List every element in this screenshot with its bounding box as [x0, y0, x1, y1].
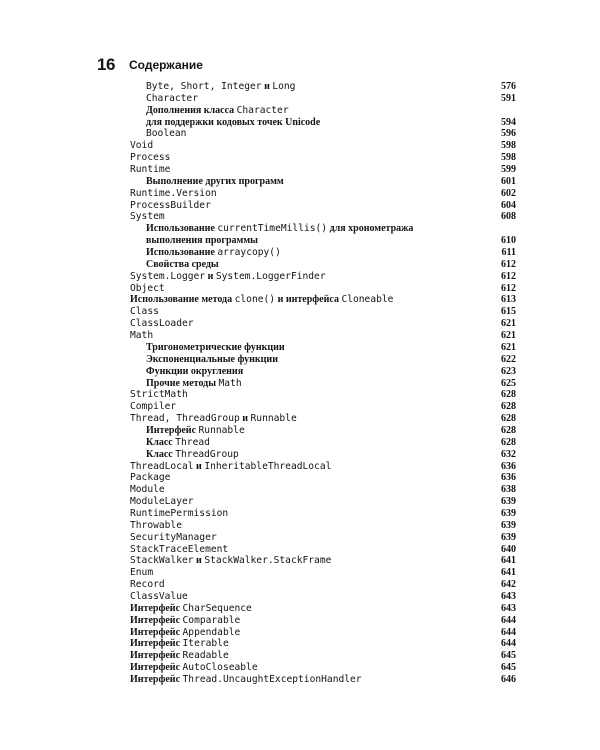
- toc-entry: [130, 579, 516, 591]
- toc-page-number: 641: [501, 567, 516, 579]
- code-text: Runtime: [130, 164, 171, 176]
- toc-entry-title: [130, 650, 229, 662]
- toc-entry: [146, 378, 516, 390]
- toc-page-number: 601: [501, 175, 516, 187]
- toc-entry-title: [146, 378, 242, 390]
- toc-page-number: 636: [501, 472, 516, 484]
- toc-page-number: 636: [501, 460, 516, 472]
- code-text: Runtime.Version: [130, 187, 217, 199]
- toc-page-number: 643: [501, 590, 516, 602]
- toc-entry: [130, 520, 516, 532]
- code-text: clone(): [234, 294, 276, 306]
- toc-page-number: 628: [501, 436, 516, 448]
- toc-page-number: 594: [501, 116, 516, 128]
- code-text: System: [130, 211, 165, 223]
- toc-entry-title: [130, 567, 153, 579]
- toc-page-number: 596: [501, 128, 516, 140]
- toc-entry: [146, 342, 516, 354]
- toc-entry: [146, 176, 516, 188]
- toc-entry-title: [146, 437, 210, 449]
- code-text: RuntimePermission: [130, 507, 229, 519]
- code-text: Package: [130, 472, 171, 484]
- code-text: StackTraceElement: [130, 543, 229, 555]
- toc-page-number: 611: [501, 247, 516, 259]
- toc-page-number: 639: [501, 519, 516, 531]
- code-text: Iterable: [182, 638, 229, 650]
- code-text: AutoCloseable: [182, 662, 258, 674]
- toc-page-number: 612: [501, 270, 516, 282]
- toc-entry-title: [130, 211, 165, 223]
- toc-page-number: 628: [501, 424, 516, 436]
- toc-page-number: 628: [501, 413, 516, 425]
- toc-entry: [130, 389, 516, 401]
- title-text: Использование метода: [130, 294, 235, 306]
- toc-entry-title: [146, 81, 295, 93]
- toc-entry-title: [130, 140, 153, 152]
- title-text: Класс: [146, 448, 176, 460]
- toc-entry: [146, 259, 516, 271]
- toc-entry: [130, 567, 516, 579]
- toc-entry: [130, 211, 516, 223]
- toc-page-number: 621: [501, 318, 516, 330]
- code-text: System.LoggerFinder: [215, 270, 326, 282]
- code-text: Compiler: [130, 401, 177, 413]
- toc-entry: [130, 413, 516, 425]
- toc-page-number: 645: [501, 650, 516, 662]
- code-text: ThreadLocal: [130, 460, 194, 472]
- code-text: ClassValue: [130, 590, 188, 602]
- toc-entry: [146, 366, 516, 378]
- toc-page-number: 604: [501, 199, 516, 211]
- toc-entry: [146, 247, 516, 259]
- title-text: Свойства среды: [146, 258, 219, 270]
- toc-entry: [146, 81, 516, 93]
- code-text: Readable: [182, 650, 229, 662]
- title-text: Тригонометрические функции: [146, 341, 285, 353]
- toc-page-number: 644: [501, 626, 516, 638]
- toc-entry: [130, 591, 516, 603]
- toc-page-number: 641: [501, 555, 516, 567]
- code-text: StackWalker: [130, 555, 194, 567]
- toc-page-number: 621: [501, 330, 516, 342]
- toc-entry-title: [130, 294, 393, 306]
- toc-entry: [130, 496, 516, 508]
- toc-page-number: 639: [501, 496, 516, 508]
- toc-entry-title: [130, 461, 331, 473]
- title-text: Использование: [146, 247, 218, 259]
- code-text: Cloneable: [341, 294, 394, 306]
- toc-page-number: 644: [501, 614, 516, 626]
- code-text: Thread: [175, 436, 210, 448]
- toc-entry: [146, 425, 516, 437]
- code-text: StrictMath: [130, 389, 188, 401]
- toc-page-number: 608: [501, 211, 516, 223]
- toc-page-number: 613: [501, 294, 516, 306]
- toc-entry: [130, 283, 516, 295]
- toc-entry-title: [130, 330, 153, 342]
- toc-entry-title: [146, 117, 320, 129]
- toc-entry-title: [146, 342, 285, 354]
- toc-entry: [130, 330, 516, 342]
- toc-page-number: 591: [501, 92, 516, 104]
- toc-entry: [130, 152, 516, 164]
- code-text: System.Logger: [130, 270, 206, 282]
- title-text: и: [193, 555, 205, 567]
- toc-entry: [130, 461, 516, 473]
- toc-entry: [146, 105, 516, 117]
- toc-entry: [130, 544, 516, 556]
- toc-entry: [146, 437, 516, 449]
- toc-entry: [130, 294, 516, 306]
- code-text: Thread: [130, 413, 165, 425]
- toc-page-number: 632: [501, 448, 516, 460]
- toc-page-number: 612: [501, 258, 516, 270]
- toc-entry-title: [146, 105, 289, 117]
- toc-page-number: 610: [501, 235, 516, 247]
- toc-page-number: 599: [501, 164, 516, 176]
- toc-entry-title: [130, 283, 165, 295]
- title-text: Функции округления: [146, 365, 244, 377]
- toc-entry-title: [130, 188, 217, 200]
- title-text: Экспоненциальные функции: [146, 353, 278, 365]
- toc-entry: [130, 164, 516, 176]
- title-text: Интерфейс: [130, 650, 183, 662]
- toc-entry-title: [130, 615, 240, 627]
- code-text: Character: [236, 104, 289, 116]
- toc-entry-title: [146, 93, 198, 105]
- title-text: Интерфейс: [130, 626, 183, 638]
- toc-entry: [146, 117, 516, 129]
- code-text: InheritableThreadLocal: [204, 460, 332, 472]
- code-text: ThreadGroup: [175, 448, 239, 460]
- code-text: Character: [146, 92, 198, 104]
- toc-entry-title: [130, 164, 170, 176]
- toc-entry-title: [146, 247, 281, 259]
- title-text: и: [239, 413, 251, 425]
- toc-entry: [130, 603, 516, 615]
- code-text: ClassLoader: [130, 318, 194, 330]
- code-text: Math: [130, 330, 154, 342]
- toc-entry: [130, 200, 516, 212]
- toc-page-number: 598: [501, 152, 516, 164]
- toc-entry: [130, 318, 516, 330]
- toc-page-number: 602: [501, 187, 516, 199]
- code-text: Appendable: [182, 626, 241, 638]
- toc-page-number: 638: [501, 484, 516, 496]
- toc-entry-title: [130, 413, 297, 425]
- toc-entry: [130, 401, 516, 413]
- code-text: arraycopy(): [217, 247, 281, 259]
- toc-entry: [130, 484, 516, 496]
- toc-entry-title: [130, 152, 170, 164]
- toc-entry: [146, 128, 516, 140]
- code-text: ,: [169, 81, 181, 92]
- toc-entry-title: [130, 306, 159, 318]
- title-text: Дополнения класса: [146, 104, 237, 116]
- toc-page-number: 639: [501, 507, 516, 519]
- page-number: 16: [97, 55, 115, 74]
- toc-entry-title: [130, 200, 211, 212]
- code-text: SecurityManager: [130, 531, 217, 543]
- code-text: Byte: [146, 81, 170, 92]
- toc-entry: [130, 188, 516, 200]
- code-text: Module: [130, 484, 165, 496]
- code-text: Integer: [221, 81, 262, 92]
- toc-entry-title: [130, 579, 165, 591]
- toc-page-number: 640: [501, 543, 516, 555]
- title-text: и: [205, 270, 216, 282]
- toc-page-number: 623: [501, 365, 516, 377]
- title-text: и интерфейса: [275, 294, 342, 306]
- toc-page-number: 621: [501, 341, 516, 353]
- code-text: ThreadGroup: [176, 413, 240, 425]
- code-text: ProcessBuilder: [130, 199, 211, 211]
- title-text: Интерфейс: [130, 674, 183, 685]
- toc-page-number: 645: [501, 662, 516, 674]
- toc-entry: [130, 532, 516, 544]
- toc-entry-title: [130, 544, 228, 556]
- toc-page-number: 625: [501, 377, 516, 389]
- toc-page-number: 643: [501, 602, 516, 614]
- toc-entry: [130, 555, 516, 567]
- title-text: Использование: [146, 223, 218, 235]
- toc-entry-title: [130, 318, 194, 330]
- code-text: Long: [272, 81, 296, 92]
- toc-entry: [146, 449, 516, 461]
- title-text: Интерфейс: [130, 614, 183, 626]
- toc-page-number: 628: [501, 401, 516, 413]
- toc-page-number: 628: [501, 389, 516, 401]
- code-text: Runnable: [198, 424, 245, 436]
- code-text: Object: [130, 282, 165, 294]
- toc-entry-title: [146, 235, 258, 247]
- toc-entry-title: [130, 662, 258, 674]
- title-text: для поддержки кодовых точек Unicode: [146, 116, 321, 128]
- toc-entry: [130, 662, 516, 674]
- toc-entry-title: [130, 591, 188, 603]
- title-text: Выполнение других программ: [146, 175, 284, 187]
- toc-entry-title: [130, 401, 176, 413]
- toc-page-number: 646: [501, 674, 516, 685]
- toc-entry-title: [130, 627, 240, 639]
- toc-entry: [130, 271, 516, 283]
- toc-entry-title: [146, 128, 186, 140]
- code-text: Throwable: [130, 519, 182, 531]
- code-text: CharSequence: [182, 602, 252, 614]
- toc-entry: [130, 306, 516, 318]
- title-text: и: [261, 81, 273, 92]
- code-text: Enum: [130, 567, 154, 579]
- toc-page-number: 642: [501, 579, 516, 591]
- toc-entry: [130, 674, 516, 686]
- toc-page-number: 615: [501, 306, 516, 318]
- title-text: Интерфейс: [130, 662, 183, 674]
- toc-entry-title: [130, 603, 252, 615]
- toc-entry: [130, 508, 516, 520]
- toc-entry-title: [146, 449, 239, 461]
- title-text: Класс: [146, 436, 176, 448]
- code-text: ,: [209, 81, 222, 92]
- title-text: Интерфейс: [146, 424, 199, 436]
- code-text: currentTimeMillis(): [217, 223, 328, 235]
- code-text: StackWalker.StackFrame: [204, 555, 332, 567]
- section-title: Содержание: [129, 58, 203, 72]
- toc-entry: [130, 627, 516, 639]
- toc-entry-title: [130, 674, 362, 686]
- toc-entry: [130, 140, 516, 152]
- toc-entry: [146, 235, 516, 247]
- toc-entry-title: [130, 271, 326, 283]
- code-text: Void: [130, 140, 154, 152]
- code-text: ModuleLayer: [130, 496, 194, 508]
- toc-entry: [146, 354, 516, 366]
- title-text: и: [193, 460, 205, 472]
- toc-page-number: 576: [501, 81, 516, 92]
- title-text: выполнения программы: [146, 235, 258, 247]
- toc-entry-title: [146, 259, 219, 271]
- code-text: ,: [164, 413, 177, 425]
- toc-page-number: 612: [501, 282, 516, 294]
- toc-entry-title: [146, 176, 284, 188]
- toc-entry-title: [130, 472, 170, 484]
- toc-page-number: 598: [501, 140, 516, 152]
- toc-entry: [146, 93, 516, 105]
- title-text: Интерфейс: [130, 602, 183, 614]
- code-text: Process: [130, 152, 171, 164]
- code-text: Comparable: [182, 614, 241, 626]
- toc-entry-title: [130, 389, 188, 401]
- toc-entry-title: [130, 555, 331, 567]
- toc-entry-title: [130, 484, 165, 496]
- toc-entry-title: [130, 508, 228, 520]
- code-text: Math: [218, 377, 242, 389]
- title-text: Интерфейс: [130, 638, 183, 650]
- title-text: Прочие методы: [146, 377, 219, 389]
- code-text: Record: [130, 579, 165, 591]
- toc-page-number: 639: [501, 531, 516, 543]
- toc-entry: [130, 650, 516, 662]
- toc-page-number: 644: [501, 638, 516, 650]
- title-text: для хронометража: [327, 223, 414, 235]
- code-text: Short: [180, 81, 210, 92]
- code-text: Thread.UncaughtExceptionHandler: [182, 674, 362, 685]
- code-text: Class: [130, 306, 159, 318]
- toc-entry: [130, 615, 516, 627]
- toc-entry: [130, 638, 516, 650]
- toc-entry: [146, 223, 516, 235]
- toc-entry-title: [146, 354, 278, 366]
- code-text: Boolean: [146, 128, 187, 140]
- toc-entry: [130, 472, 516, 484]
- toc-entry-title: [130, 532, 217, 544]
- toc-entry-title: [130, 520, 182, 532]
- toc-entry-title: [130, 496, 194, 508]
- toc-entry-title: [130, 638, 229, 650]
- code-text: Runnable: [250, 413, 297, 425]
- toc-entry-title: [146, 223, 413, 235]
- toc-page-number: 622: [501, 353, 516, 365]
- toc-entry-title: [146, 366, 243, 378]
- toc-entry-title: [146, 425, 245, 437]
